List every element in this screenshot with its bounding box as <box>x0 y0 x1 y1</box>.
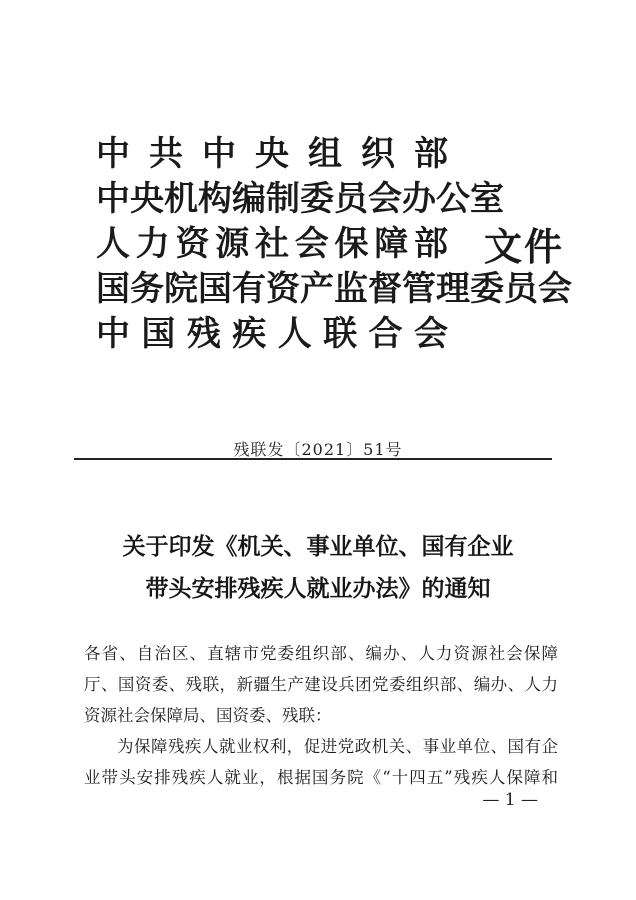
issuer-char: 国 <box>141 314 176 354</box>
issuer-char: 编 <box>232 179 266 219</box>
issuer-hr-social-security <box>96 222 448 267</box>
issuer-char: 员 <box>504 269 538 309</box>
issuer-staffing-office <box>96 177 504 222</box>
issuer-char: 中 <box>96 134 130 174</box>
page-number: — 1 — <box>482 790 538 810</box>
issuer-char: 会 <box>294 224 329 264</box>
issuer-char: 部 <box>414 224 448 264</box>
issuer-char: 中 <box>96 314 130 354</box>
document-body <box>84 638 558 793</box>
notice-title-line-1: 关于印发《机关、事业单位、国有企业 <box>122 533 514 560</box>
header-divider <box>74 458 552 460</box>
issuer-char: 督 <box>368 269 402 309</box>
issuer-char: 央 <box>130 179 164 219</box>
notice-title-line-2: 带头安排残疾人就业办法》的通知 <box>145 575 491 602</box>
issuer-disabled-persons-federation <box>96 312 448 357</box>
issuer-char: 会 <box>368 179 402 219</box>
issuer-cpc-organization-dept <box>96 132 448 177</box>
issuer-char: 人 <box>277 314 312 354</box>
issuer-char: 中 <box>202 134 236 174</box>
body-paragraph-line: 为保障残疾人就业权利，促进党政机关、事业单位、国有企 <box>117 737 558 756</box>
issuer-char: 委 <box>470 269 504 309</box>
issuer-char: 会 <box>538 269 572 309</box>
recipients-line: 厅、国资委、残联，新疆生产建设兵团党委组织部、编办、人力 <box>84 675 558 694</box>
recipients-line: 资源社会保障局、国资委、残联： <box>84 706 332 725</box>
issuer-char: 合 <box>368 314 403 354</box>
issuer-char: 公 <box>436 179 470 219</box>
issuer-char: 国 <box>96 269 130 309</box>
issuer-char: 织 <box>361 134 395 174</box>
issuer-char: 疾 <box>232 314 267 354</box>
body-paragraph-line: 业带头安排残疾人就业，根据国务院《“十四五”残疾人保障和 <box>84 768 558 787</box>
issuer-char: 残 <box>186 314 221 354</box>
issuer-char: 办 <box>402 179 436 219</box>
issuer-char: 共 <box>149 134 183 174</box>
document-type-label: 文件 <box>484 224 565 269</box>
issuer-char: 委 <box>300 179 334 219</box>
issuer-char: 资 <box>175 224 210 264</box>
issuer-char: 院 <box>164 269 198 309</box>
issuer-char: 人 <box>96 224 130 264</box>
document-number: 残联发〔2021〕51号 <box>233 440 403 459</box>
issuer-char: 力 <box>135 224 170 264</box>
issuer-char: 障 <box>374 224 409 264</box>
issuer-char: 有 <box>232 269 266 309</box>
issuer-char: 社 <box>255 224 289 264</box>
issuer-char: 保 <box>334 224 369 264</box>
issuer-char: 产 <box>300 269 334 309</box>
issuer-char: 室 <box>470 179 504 219</box>
issuer-char: 国 <box>198 269 232 309</box>
issuer-char: 会 <box>413 314 448 354</box>
issuer-char: 理 <box>436 269 470 309</box>
issuer-char: 联 <box>323 314 358 354</box>
issuer-char: 构 <box>198 179 232 219</box>
issuer-char: 务 <box>130 269 164 309</box>
issuer-char: 员 <box>334 179 368 219</box>
issuer-sasac <box>96 267 572 312</box>
issuer-char: 中 <box>96 179 130 219</box>
issuer-char: 机 <box>164 179 198 219</box>
issuer-char: 制 <box>266 179 300 219</box>
issuer-char: 管 <box>402 269 436 309</box>
issuer-char: 央 <box>255 134 289 174</box>
recipients-line: 各省、自治区、直辖市党委组织部、编办、人力资源社会保障 <box>84 644 558 663</box>
issuer-char: 组 <box>308 134 342 174</box>
issuer-char: 资 <box>266 269 300 309</box>
issuer-char: 部 <box>414 134 448 174</box>
issuer-char: 监 <box>334 269 368 309</box>
issuer-char: 源 <box>215 224 250 264</box>
